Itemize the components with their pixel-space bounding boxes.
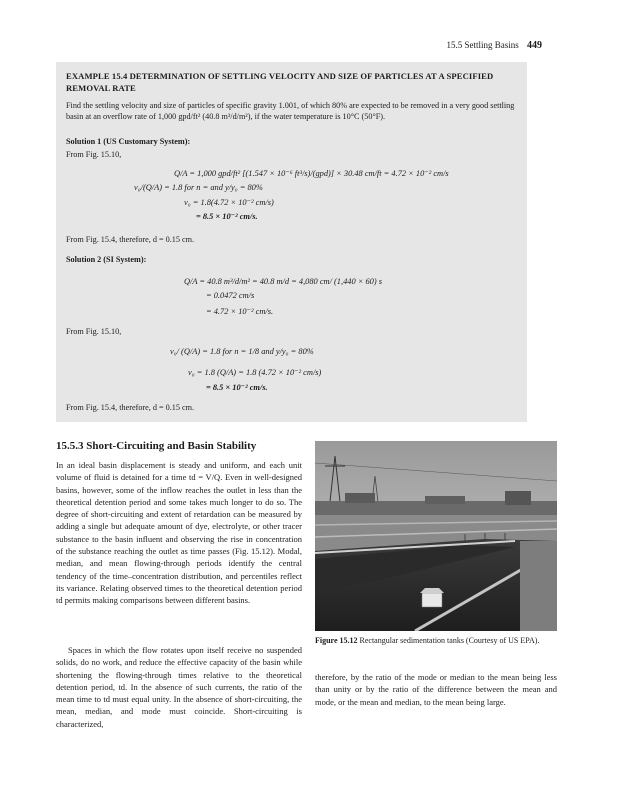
conclusion-2: From Fig. 15.4, therefore, d = 0.15 cm. [66, 403, 195, 412]
running-header-section: 15.5 Settling Basins [446, 40, 519, 50]
figure-caption-label: Figure 15.12 [315, 636, 358, 645]
equation-7: = 4.72 × 10⁻² cm/s. [206, 307, 274, 316]
figure-caption-text: Rectangular sedimentation tanks (Courtesy of US EPA). [359, 636, 540, 645]
sedimentation-tanks-photo [315, 441, 557, 631]
body-paragraph-3: therefore, by the ratio of the mode or median to the mean being less than unity or by the ratio of the difference between the mean and mode, or the mean and median, to the mean being large. [315, 672, 557, 707]
example-problem: Find the settling velocity and size of particles of specific gravity 1.001, of which 80% are expected to be removed in a very good settling basin at an overflow rate of 1,000 gpd/ft² (40.8 m³/d/m²), if the water temperature is 10°C (50°F). [66, 101, 515, 121]
solution1-heading: Solution 1 (US Customary System): [66, 137, 191, 146]
equation-1: Q/A = 1,000 gpd/ft² [(1.547 × 10⁻⁶ ft³/s)/(gpd)] × 30.48 cm/ft = 4.72 × 10⁻² cm/s [174, 169, 449, 178]
solution2-heading: Solution 2 (SI System): [66, 255, 147, 264]
example-box [56, 62, 527, 422]
equation-6: = 0.0472 cm/s [206, 291, 255, 300]
equation-3: v₀ = 1.8(4.72 × 10⁻² cm/s) [184, 198, 274, 207]
conclusion-1: From Fig. 15.4, therefore, d = 0.15 cm. [66, 235, 195, 244]
page-number: 449 [527, 40, 542, 51]
example-title: EXAMPLE 15.4 DETERMINATION OF SETTLING VELOCITY AND SIZE OF PARTICLES AT A SPECIFIED REMOVAL RATE [66, 71, 494, 93]
equation-2: v₀/(Q/A) = 1.8 for n = and y/y₀ = 80% [134, 183, 263, 192]
running-header [446, 40, 542, 51]
body-paragraph-1: In an ideal basin displacement is steady and uniform, and each unit volume of fluid is detained for a time td = V/Q. Even in well-designed basins, however, some of the inflow reaches the outlet in less than the theoretical detention period and some takes much longer to do so. The degree of short-circuiting and extent of retardation can be measured by adding a single but adequate amount of dye, electrolyte, or other tracer substance to the basin influent and observing the rise in concentration of the substance reaching the outlet as time passes (Fig. 15.12). Modal, median, and mean flowing-through periods identify the central tendency of the time–concentration distribution, and percentiles reflect its variance. Relating observed times to the theoretical detention period td permits making comparisons between different basins. [56, 460, 302, 606]
equation-8: v₀/ (Q/A) = 1.8 for n = 1/8 and y/y₀ = 80% [170, 347, 314, 356]
equation-5: Q/A = 40.8 m³/d/m² = 40.8 m/d = 4,080 cm/ (1,440 × 60) s [184, 277, 382, 286]
equation-10: = 8.5 × 10⁻² cm/s. [206, 383, 268, 392]
figure-caption [315, 636, 555, 647]
from-fig-text-a: From Fig. 15.10, [66, 150, 122, 159]
section-title: 15.5.3 Short-Circuiting and Basin Stability [56, 440, 257, 452]
equation-4: = 8.5 × 10⁻² cm/s. [196, 212, 258, 221]
body-paragraph-2: Spaces in which the flow rotates upon itself receive no suspended solids, do no work, and reduce the effective capacity of the basin while shortening the flowing-through times relative to the theoretical detention period, td. In the absence of such currents, the ratio of the mean time to td must equal unity. In the absence of short-circuiting, the mean, median, and mode must coincide. Short-circuiting is characterized, [56, 645, 302, 729]
from-fig-text-b: From Fig. 15.10, [66, 327, 122, 336]
equation-9: v₀ = 1.8 (Q/A) = 1.8 (4.72 × 10⁻² cm/s) [188, 368, 322, 377]
